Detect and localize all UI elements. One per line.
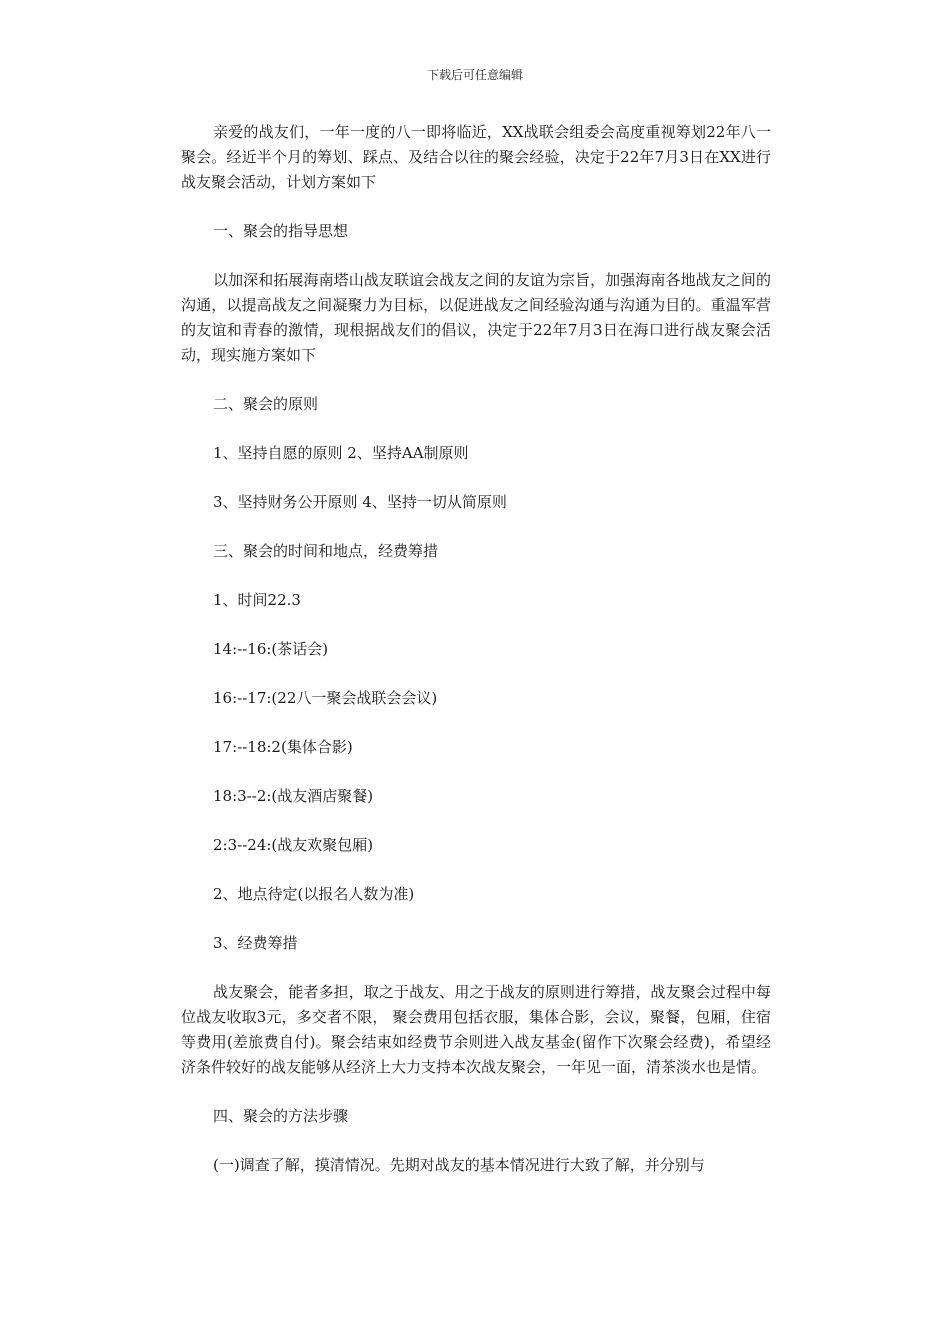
steps-paragraph: (一)调查了解，摸清情况。先期对战友的基本情况进行大致了解，并分别与 — [213, 1156, 705, 1174]
principles-line-2: 3、坚持财务公开原则 4、坚持一切从简原则 — [213, 493, 507, 511]
location-line: 2、地点待定(以报名人数为准) — [213, 885, 415, 903]
schedule-item-2: 16:--17:(22八一聚会战联会会议) — [213, 689, 438, 707]
document-body — [181, 120, 771, 1178]
funding-heading: 3、经费筹措 — [213, 934, 298, 952]
schedule-item-4: 18:3--2:(战友酒店聚餐) — [213, 787, 374, 805]
intro-paragraph: 亲爱的战友们，一年一度的八一即将临近，XX战联会组委会高度重视筹划22年八一聚会。经近半个月的筹划、踩点、及结合以往的聚会经验，决定于22年7月3日在XX进行战友聚会活动，计划方案如下 — [181, 123, 771, 191]
guiding-paragraph: 以加深和拓展海南塔山战友联谊会战友之间的友谊为宗旨，加强海南各地战友之间的沟通，以提高战友之间凝聚力为目标，以促进战友之间经验沟通与沟通为目的。重温军营的友谊和青春的激情，现根据战友们的倡议，决定于22年7月3日在海口进行战友聚会活动，现实施方案如下 — [181, 271, 771, 364]
section-heading-2: 二、聚会的原则 — [213, 395, 319, 413]
section-heading-1: 一、聚会的指导思想 — [213, 222, 349, 240]
principles-line-1: 1、坚持自愿的原则 2、坚持AA制原则 — [213, 444, 469, 462]
schedule-item-1: 14:--16:(茶话会) — [213, 640, 329, 658]
time-line: 1、时间22.3 — [213, 591, 301, 609]
header-note: 下载后可任意编辑 — [426, 68, 523, 82]
section-heading-4: 四、聚会的方法步骤 — [213, 1107, 349, 1125]
funding-paragraph: 战友聚会，能者多担，取之于战友、用之于战友的原则进行筹措，战友聚会过程中每位战友收取3元，多交者不限， 聚会费用包括衣服，集体合影，会议，聚餐，包厢，住宿等费用(差旅费自付)。聚会结束如经费节余则进入战友基金(留作下次聚会经费)，希望经济条件较好的战友能够从经济上大力支持本次战友聚会，一年见一面，清茶淡水也是情。 — [181, 983, 771, 1076]
schedule-item-5: 2:3--24:(战友欢聚包厢) — [213, 836, 374, 854]
schedule-item-3: 17:--18:2(集体合影) — [213, 738, 353, 756]
section-heading-3: 三、聚会的时间和地点，经费筹措 — [213, 542, 439, 560]
